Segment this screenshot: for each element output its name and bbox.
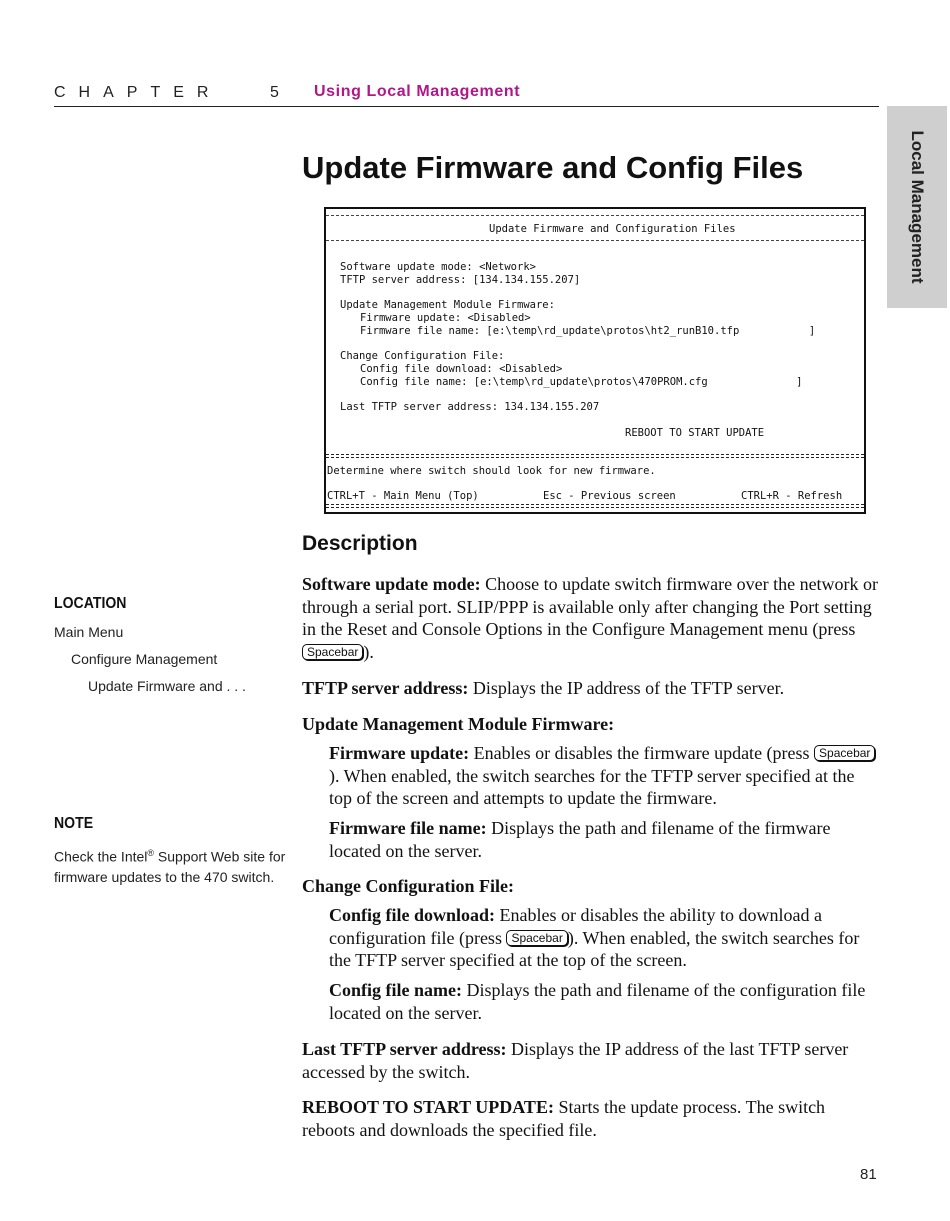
config-file-name-paragraph <box>329 979 877 1024</box>
terminal-line: Firmware file name: [e:\temp\rd_update\protos\ht2_runB10.tfp ] <box>360 325 816 337</box>
definition: Displays the path and filename of the firmware located on the server. <box>329 818 831 861</box>
term: Config file download: <box>329 905 496 925</box>
tftp-server-address-paragraph <box>302 677 882 700</box>
location-label: LOCATION <box>54 595 127 612</box>
firmware-update-paragraph <box>329 742 877 810</box>
definition: ). <box>363 641 374 662</box>
term: REBOOT TO START UPDATE: <box>302 1097 554 1117</box>
definition: Displays the IP address of the TFTP server. <box>468 678 785 698</box>
chapter-header <box>54 84 879 107</box>
terminal-line: Firmware update: <Disabled> <box>360 312 531 324</box>
note-text <box>54 843 294 887</box>
definition: Displays the path and filename of the configuration file located on the server. <box>329 980 866 1023</box>
terminal-line: Config file download: <Disabled> <box>360 363 563 375</box>
definition: Enables or disables the firmware update (press <box>469 743 815 763</box>
definition: ). When enabled, the switch searches for the TFTP server specified at the top of the screen. <box>329 927 860 970</box>
terminal-rule <box>326 240 864 241</box>
term: TFTP server address: <box>302 678 469 698</box>
terminal-footer-refresh: CTRL+R - Refresh <box>741 490 843 502</box>
definition: Displays the IP address of the last TFTP server accessed by the switch. <box>302 1039 849 1082</box>
last-tftp-paragraph <box>302 1038 882 1083</box>
terminal-line: TFTP server address: [134.134.155.207] <box>340 274 581 286</box>
spacebar-key: Spacebar <box>506 930 567 946</box>
terminal-footer-main-menu: CTRL+T - Main Menu (Top) <box>327 490 479 502</box>
terminal-reboot-command: REBOOT TO START UPDATE <box>625 427 765 439</box>
config-file-download-paragraph <box>329 904 877 972</box>
term: Config file name: <box>329 980 462 1000</box>
reboot-paragraph <box>302 1096 882 1141</box>
chapter-number: 5 <box>270 84 279 101</box>
chapter-word: CHAPTER <box>54 84 222 101</box>
side-tab <box>887 106 947 308</box>
term: Firmware update: <box>329 743 470 763</box>
location-item: Main Menu <box>54 624 124 640</box>
side-tab-label: Local Management <box>908 130 927 284</box>
terminal-rule <box>326 454 864 458</box>
location-item: Update Firmware and . . . <box>88 678 246 694</box>
terminal-rule <box>326 215 864 216</box>
term: Firmware file name: <box>329 818 487 838</box>
note-text-end: Support Web site for firmware updates to the 470 switch. <box>54 848 286 885</box>
term: Change Configuration File: <box>302 876 515 896</box>
definition: Starts the update process. The switch reboots and downloads the specified file. <box>302 1097 826 1140</box>
description-heading: Description <box>302 532 418 555</box>
terminal-line: Change Configuration File: <box>340 350 505 362</box>
firmware-file-name-paragraph <box>329 817 877 862</box>
term: Update Management Module Firmware: <box>302 714 615 734</box>
terminal-screen <box>324 207 866 514</box>
spacebar-key: Spacebar <box>302 644 363 660</box>
page-title: Update Firmware and Config Files <box>302 150 804 185</box>
software-update-mode-paragraph <box>302 573 882 663</box>
terminal-title: Update Firmware and Configuration Files <box>489 223 736 235</box>
terminal-line: Software update mode: <Network> <box>340 261 536 273</box>
spacebar-key: Spacebar <box>814 745 875 761</box>
terminal-line: Config file name: [e:\temp\rd_update\protos\470PROM.cfg ] <box>360 376 803 388</box>
definition: Enables or disables the ability to download a configuration file (press <box>329 905 822 948</box>
terminal-footer-previous: Esc - Previous screen <box>543 490 676 502</box>
location-item: Configure Management <box>71 651 218 667</box>
terminal-status-message: Determine where switch should look for new firmware. <box>327 465 656 477</box>
page-number: 81 <box>860 1166 877 1183</box>
definition: ). When enabled, the switch searches for the TFTP server specified at the top of the screen and attempts to update the firmware. <box>329 765 855 808</box>
registered-mark: ® <box>147 848 155 858</box>
terminal-line: Update Management Module Firmware: <box>340 299 555 311</box>
definition: Choose to update switch firmware over the network or through a serial port. SLIP/PPP is available only after changing the Port setting in the Reset and Console Options in the Configure Management menu (press <box>302 574 879 639</box>
change-config-heading <box>302 875 882 898</box>
note-label: NOTE <box>54 815 94 832</box>
chapter-title: Using Local Management <box>314 83 521 100</box>
terminal-rule <box>326 504 864 508</box>
note-text-start: Check the Intel <box>54 848 148 865</box>
term: Software update mode: <box>302 574 481 594</box>
terminal-line: Last TFTP server address: 134.134.155.207 <box>340 401 600 413</box>
term: Last TFTP server address: <box>302 1039 507 1059</box>
update-management-heading <box>302 713 882 736</box>
